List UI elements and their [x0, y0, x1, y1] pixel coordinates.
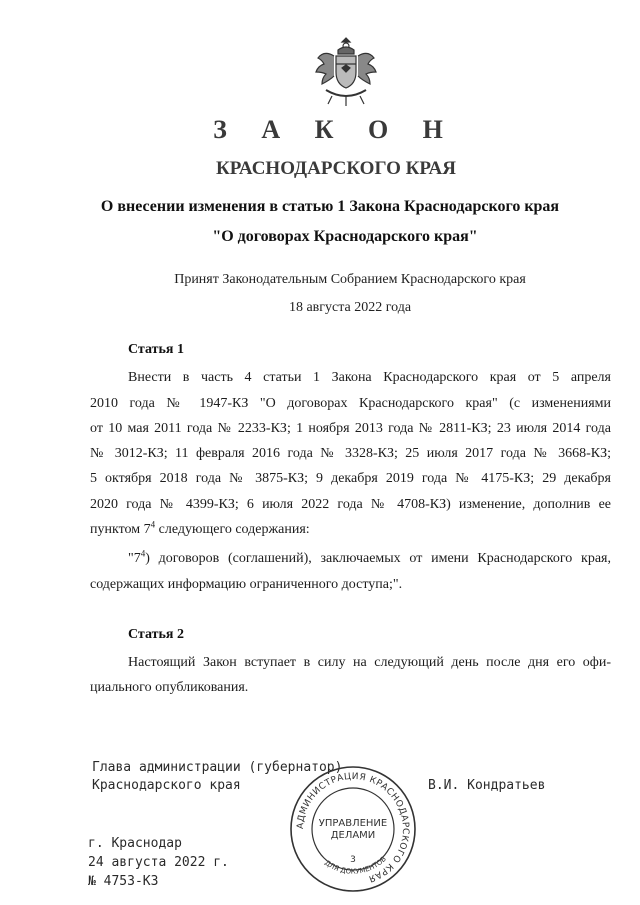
law-number: № 4753-КЗ: [88, 874, 159, 889]
stamp-center-line-2: ДЕЛАМИ: [330, 830, 376, 841]
document-type-title: З А К О Н: [213, 115, 457, 144]
article-2-text-line: циального опубликования.: [90, 680, 249, 695]
article-1-quote-line: содержащих информацию ограниченного доступа;".: [90, 577, 403, 592]
signing-place: г. Краснодар: [88, 836, 182, 851]
stamp-bottom-text: ДЛЯ ДОКУМЕНТОВ: [323, 854, 388, 876]
article-1-text-line: 5 октября 2018 года № 3875-КЗ; 9 декабря 2019 года № 4175-КЗ; 29 декабря: [90, 471, 611, 486]
region-title: КРАСНОДАРСКОГО КРАЯ: [215, 158, 457, 179]
stamp-number: 3: [350, 855, 356, 865]
official-stamp: [288, 764, 418, 894]
article-1-text-line: пунктом $7^4$ следующего содержания:: [90, 519, 310, 537]
article-1-text-line: от 10 мая 2011 года № 2233-КЗ; 1 ноября 2013 года № 2811-КЗ; 23 июля 2014 года: [90, 421, 611, 436]
article-1-text-line: № 3012-КЗ; 11 февраля 2016 года № 3328-КЗ; 25 июля 2017 года № 3668-КЗ;: [90, 446, 611, 461]
adoption-note: Принят Законодательным Собранием Краснодарского края: [174, 272, 526, 287]
article-1-text-line: 2010 года № 1947-КЗ "О договорах Краснодарского края" (с изменениями: [90, 396, 611, 411]
article-1-text-line: Внести в часть 4 статьи 1 Закона Краснодарского края от 5 апреля: [128, 370, 611, 385]
signatory-position: Глава администрации (губернатор): [92, 760, 343, 775]
adoption-date: 18 августа 2022 года: [288, 300, 412, 315]
article-2-heading: Статья 2: [128, 627, 184, 642]
signatory-position: Краснодарского края: [92, 778, 241, 793]
coat-of-arms-icon: [312, 34, 380, 108]
signatory-name: В.И. Кондратьев: [428, 778, 546, 793]
law-subject-line-1: О внесении изменения в статью 1 Закона Краснодарского края: [100, 198, 560, 215]
article-1-quote-line: "$7^4$) договоров (соглашений), заключаемых от имени Краснодарского края,: [128, 548, 611, 566]
stamp-center-line-1: УПРАВЛЕНИЕ: [318, 818, 388, 829]
article-2-text-line: Настоящий Закон вступает в силу на следующий день после дня его офи-: [128, 655, 611, 670]
signing-date: 24 августа 2022 г.: [88, 855, 229, 870]
article-1-heading: Статья 1: [128, 342, 184, 357]
article-1-text-line: 2020 года № 4399-КЗ; 6 июля 2022 года № 4708-КЗ) изменение, дополнив ее: [90, 497, 611, 512]
stamp-ring-text: АДМИНИСТРАЦИЯ КРАСНОДАРСКОГО КРАЯ: [295, 771, 411, 884]
law-subject-line-2: "О договорах Краснодарского края": [212, 228, 478, 245]
